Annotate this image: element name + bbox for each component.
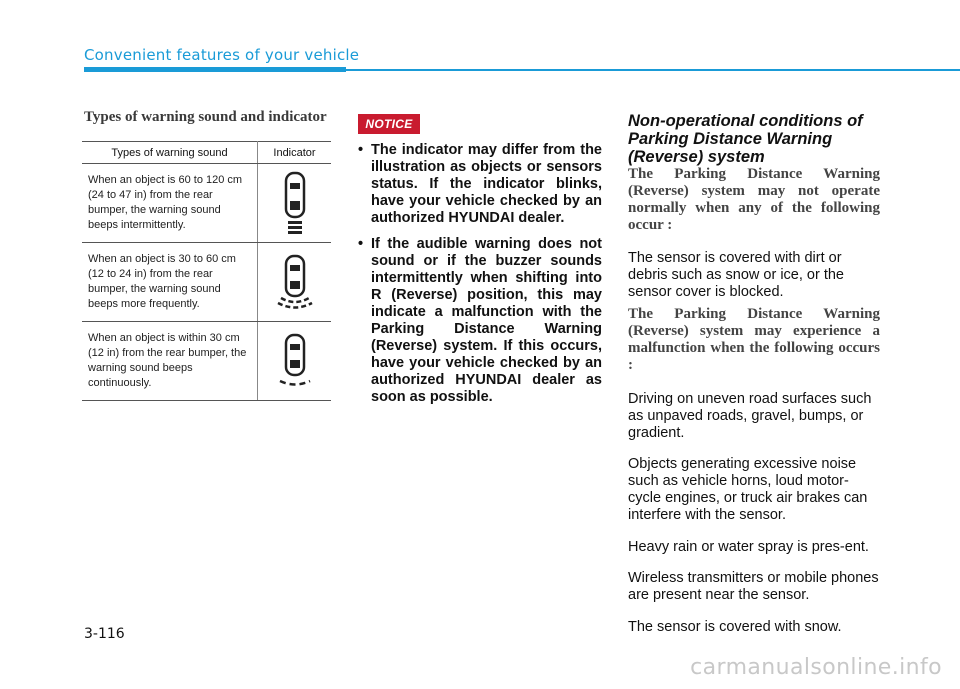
list-item: Driving on uneven road surfaces such as unpaved roads, gravel, bumps, or gradient. xyxy=(628,390,872,441)
notice-badge: NOTICE xyxy=(358,114,420,134)
malfunction-list xyxy=(628,376,880,650)
list-item: • The indicator may differ from the illustration as objects or sensors status. If the indicator blinks, have your vehicle checked by an authorized HYUNDAI dealer. xyxy=(356,142,602,227)
table-row xyxy=(82,322,331,401)
list-item: The sensor is covered with snow. xyxy=(628,618,842,635)
header-rule xyxy=(346,69,960,71)
table-row xyxy=(82,243,331,322)
list-item: • If the audible warning does not sound or if the buzzer sounds intermittently when shifting into R (Reverse) position, this may indicate a malfunction with the Parking Distance Warning (Reverse) system. If this occurs, have your vehicle checked by an authorized HYUNDAI dealer as soon as possible. xyxy=(356,236,602,406)
list-item: Objects generating excessive noise such as vehicle horns, loud motor-cycle engines, or truck air brakes can interfere with the sensor. xyxy=(628,456,868,523)
table-cell-description: When an object is 30 to 60 cm (12 to 24 in) from the rear bumper, the warning sound beeps more frequently. xyxy=(82,243,258,322)
non-operational-intro: The Parking Distance Warning (Reverse) system may not operate normally when any of the following occur : xyxy=(628,166,880,233)
section-header-title: Convenient features of your vehicle xyxy=(84,46,360,64)
header-accent-bar xyxy=(84,67,346,72)
table-cell-description: When an object is 60 to 120 cm (24 to 47 in) from the rear bumper, the warning sound beeps intermittently. xyxy=(82,164,258,243)
warning-sound-table xyxy=(82,141,331,401)
table-cell-description: When an object is within 30 cm (12 in) from the rear bumper, the warning sound beeps continuously. xyxy=(82,322,258,401)
notice-list xyxy=(356,142,602,406)
table-header-indicator: Indicator xyxy=(258,142,332,164)
car-indicator-icon-mid xyxy=(275,254,315,310)
non-operational-list xyxy=(628,235,880,315)
list-item: Wireless transmitters or mobile phones are present near the sensor. xyxy=(628,570,879,603)
table-header-type: Types of warning sound xyxy=(82,142,258,164)
car-indicator-icon-near xyxy=(275,333,315,389)
list-item: The sensor is covered with dirt or debris such as snow or ice, or the sensor cover is blocked. xyxy=(628,249,844,300)
non-operational-heading: Non-operational conditions of Parking Distance Warning (Reverse) system xyxy=(628,112,863,166)
page-number: 3-116 xyxy=(84,626,125,642)
watermark: carmanualsonline.info xyxy=(690,655,942,680)
list-item: Heavy rain or water spray is pres-ent. xyxy=(628,538,869,555)
malfunction-intro: The Parking Distance Warning (Reverse) system may experience a malfunction when the following occurs : xyxy=(628,306,880,373)
car-indicator-icon-far xyxy=(282,171,308,235)
warning-types-heading: Types of warning sound and indicator xyxy=(84,109,327,125)
table-row xyxy=(82,164,331,243)
